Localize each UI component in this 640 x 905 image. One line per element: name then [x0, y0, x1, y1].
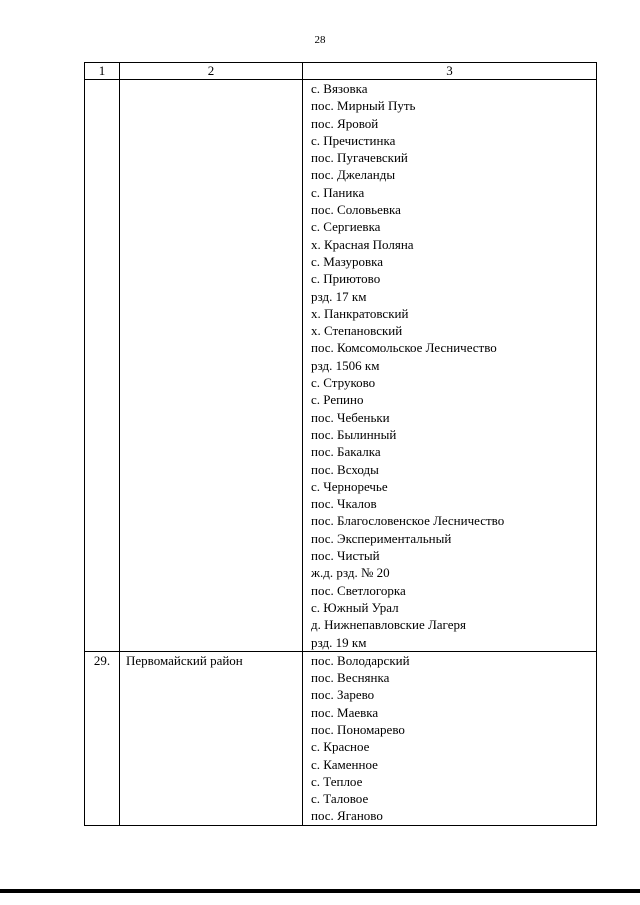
row-number-cell [85, 80, 120, 652]
settlement-item: пос. Маевка [311, 704, 379, 720]
settlement-item: с. Южный Урал [311, 599, 399, 615]
settlement-item: пос. Светлогорка [311, 582, 406, 598]
settlements-cell [303, 80, 597, 652]
settlement-item: с. Струково [311, 375, 376, 391]
settlement-item: рзд. 19 км [311, 634, 367, 650]
table-row [85, 651, 597, 825]
table-body [85, 80, 597, 826]
table-row [85, 80, 597, 652]
settlement-item: пос. Всходы [311, 461, 379, 477]
settlement-item: пос. Чебеньки [311, 409, 390, 425]
settlements-cell [303, 651, 597, 825]
settlement-item: х. Красная Поляна [311, 236, 414, 252]
settlement-item: пос. Пономарево [311, 721, 405, 737]
settlement-item: с. Теплое [311, 773, 363, 789]
settlement-item: х. Панкратовский [311, 305, 409, 321]
settlement-item: рзд. 17 км [311, 288, 367, 304]
settlement-list [311, 652, 596, 825]
settlement-list [311, 80, 596, 651]
settlement-item: пос. Соловьевка [311, 202, 401, 218]
settlement-item: пос. Яровой [311, 115, 379, 131]
district-cell [120, 80, 303, 652]
settlement-item: с. Пречистинка [311, 132, 396, 148]
settlement-item: с. Паника [311, 184, 365, 200]
settlement-item: с. Красное [311, 739, 370, 755]
settlement-item: пос. Экспериментальный [311, 530, 452, 546]
table-header-row [85, 63, 597, 80]
settlement-item: с. Таловое [311, 791, 369, 807]
settlement-item: с. Черноречье [311, 478, 388, 494]
settlement-item: пос. Зарево [311, 687, 375, 703]
settlement-item: пос. Яганово [311, 808, 383, 824]
settlement-item: с. Мазуровка [311, 253, 383, 269]
settlement-item: пос. Веснянка [311, 670, 390, 686]
settlement-item: с. Репино [311, 392, 364, 408]
row-number-cell: 29. [85, 651, 120, 825]
settlement-item: пос. Володарский [311, 652, 410, 668]
settlement-item: с. Каменное [311, 756, 378, 772]
settlement-item: пос. Благословенское Лесничество [311, 513, 505, 529]
settlement-item: пос. Пугачевский [311, 150, 408, 166]
settlement-item: д. Нижнепавловские Лагеря [311, 617, 466, 633]
settlements-table [84, 62, 597, 826]
settlement-item: пос. Чистый [311, 548, 380, 564]
bottom-rule [0, 889, 640, 893]
settlement-item: пос. Чкалов [311, 496, 377, 512]
page-number: 28 [314, 34, 326, 46]
column-header-district: 2 [120, 63, 303, 80]
settlement-item: пос. Мирный Путь [311, 98, 416, 114]
settlement-item: с. Сергиевка [311, 219, 381, 235]
settlement-item: пос. Былинный [311, 426, 397, 442]
column-header-settlements: 3 [303, 63, 597, 80]
settlement-item: х. Степановский [311, 323, 403, 339]
settlement-item: пос. Джеланды [311, 167, 396, 183]
settlement-item: с. Приютово [311, 271, 381, 287]
settlement-item: пос. Комсомольское Лесничество [311, 340, 497, 356]
table-header [85, 63, 597, 80]
settlement-item: пос. Бакалка [311, 444, 381, 460]
column-header-number: 1 [85, 63, 120, 80]
settlement-item: с. Вязовка [311, 81, 368, 96]
settlement-item: рзд. 1506 км [311, 357, 380, 373]
district-cell: Первомайский район [120, 651, 303, 825]
settlement-item: ж.д. рзд. № 20 [311, 565, 390, 581]
